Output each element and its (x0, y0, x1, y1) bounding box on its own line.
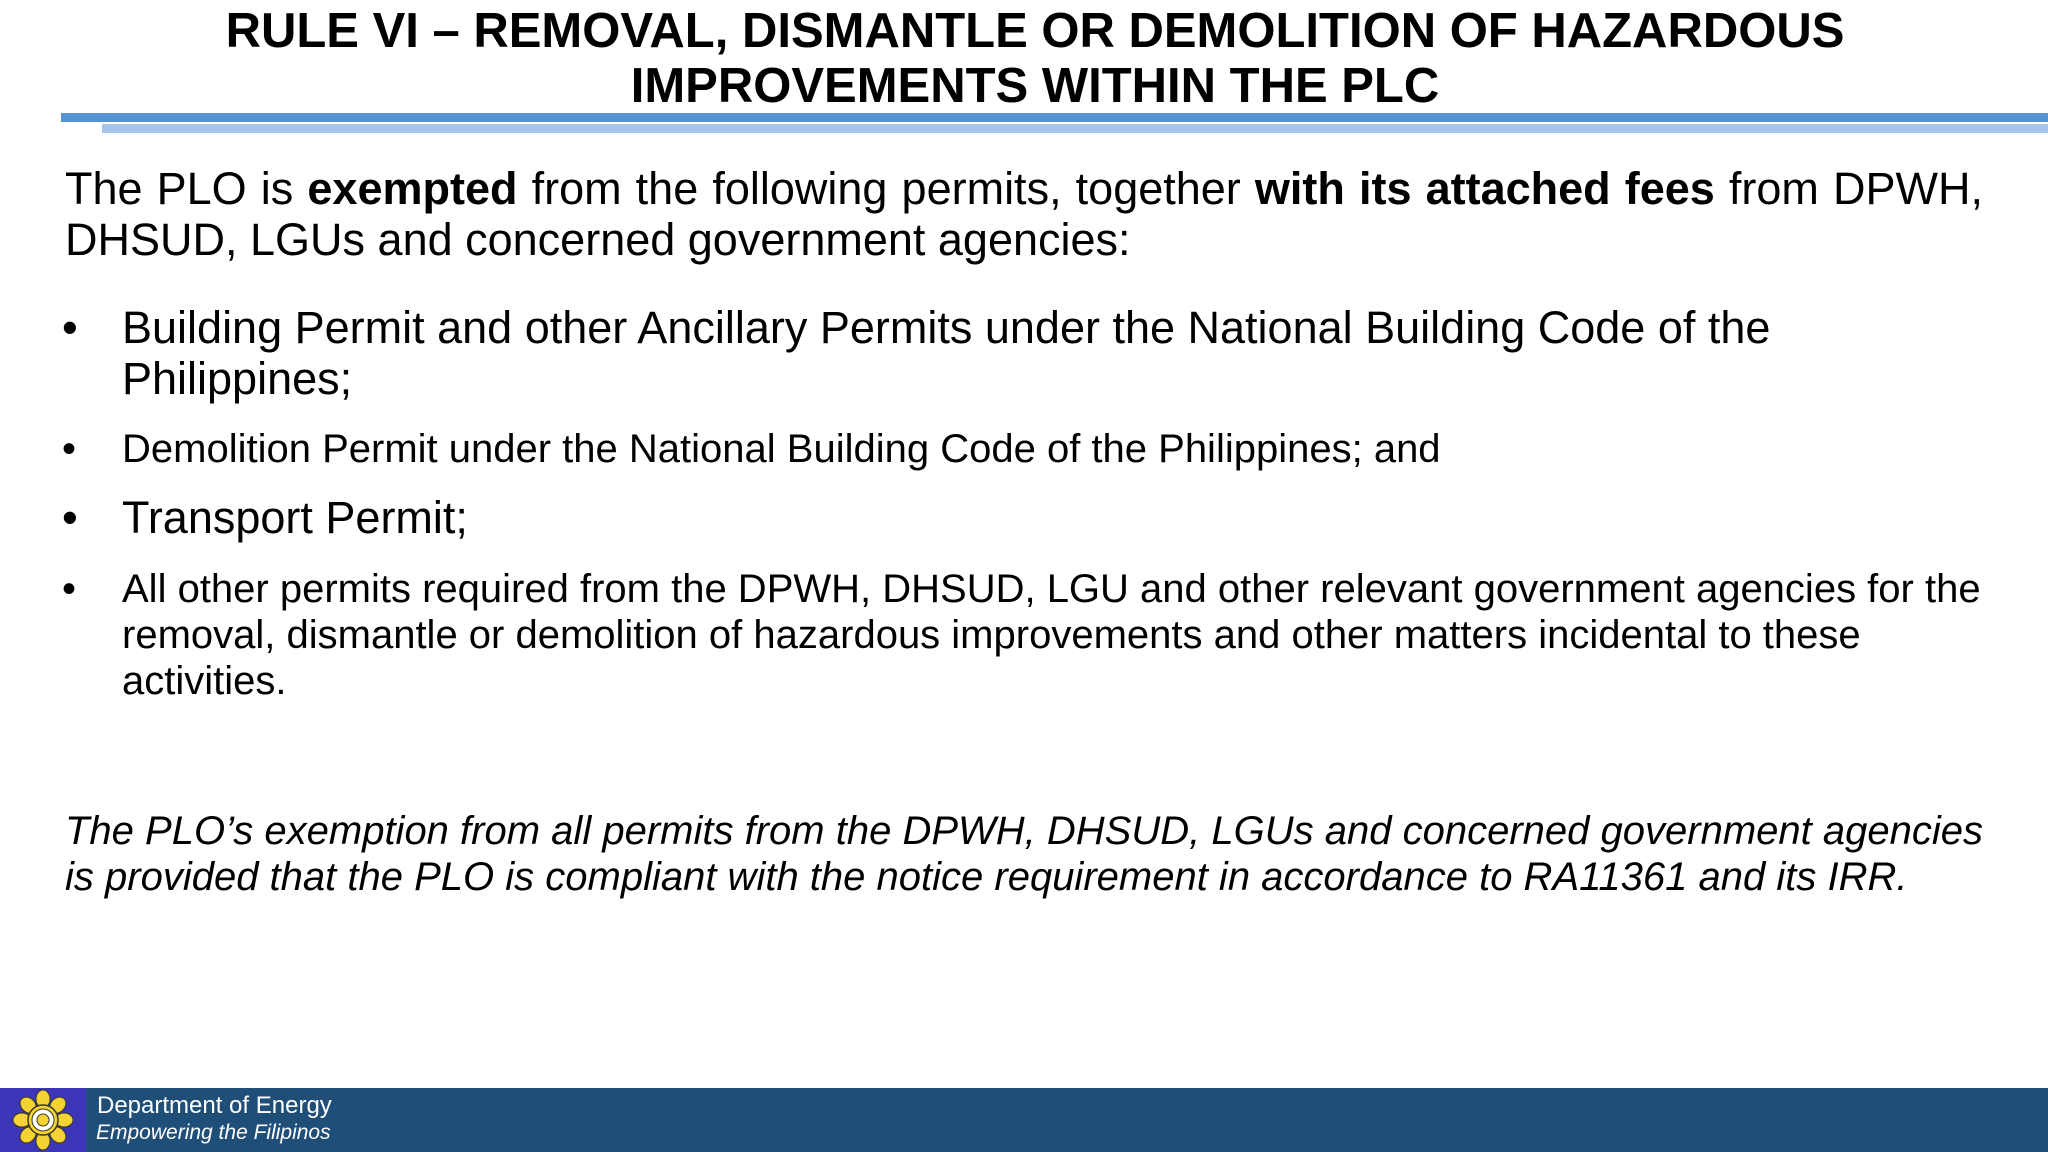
list-item (62, 426, 1982, 472)
bullet-dot: • (62, 492, 78, 543)
list-item-text: Transport Permit; (122, 492, 468, 543)
intro-text-2: from the following permits, together (517, 163, 1255, 214)
bullet-dot: • (62, 427, 77, 471)
bullet-dot: • (62, 567, 77, 611)
footer-bar (0, 1088, 2048, 1152)
intro-bold-exempted: exempted (307, 163, 518, 214)
doe-logo (0, 1088, 86, 1152)
doe-seal-sun-icon (3, 1089, 83, 1151)
slide-title-line-1: RULE VI – REMOVAL, DISMANTLE OR DEMOLITION OF HAZARDOUS (225, 4, 1845, 58)
title-underline-dark (61, 113, 2048, 122)
slide-title (90, 4, 1980, 114)
footer-org-name: Department of Energy (97, 1092, 332, 1119)
title-underline-light (102, 124, 2048, 133)
intro-text-1: The PLO is (65, 163, 308, 214)
list-item-text: All other permits required from the DPWH, DHSUD, LGU and other relevant government agencies for the removal, dismantle or demolition of hazardous improvements and other matters incidental to these activities. (122, 567, 1981, 703)
intro-paragraph (65, 163, 1983, 265)
intro-text-3: from DPWH, DHSUD, LGUs and concerned government agencies: (65, 163, 1983, 265)
bullet-dot: • (62, 302, 78, 353)
list-item-text: Building Permit and other Ancillary Permits under the National Building Code of the Philippines; (122, 302, 1771, 404)
list-item (62, 566, 1982, 704)
list-item (62, 492, 1982, 543)
intro-bold-fees: with its attached fees (1254, 163, 1715, 214)
exemption-note: The PLO’s exemption from all permits from the DPWH, DHSUD, LGUs and concerned government agencies is provided that the PLO is compliant with the notice requirement in accordance to RA11361 and its IRR. (65, 809, 1983, 899)
slide-title-line-2: IMPROVEMENTS WITHIN THE PLC (630, 59, 1440, 113)
list-item (62, 302, 1982, 404)
list-item-text: Demolition Permit under the National Building Code of the Philippines; and (122, 427, 1441, 471)
footer-tagline: Empowering the Filipinos (96, 1121, 331, 1144)
